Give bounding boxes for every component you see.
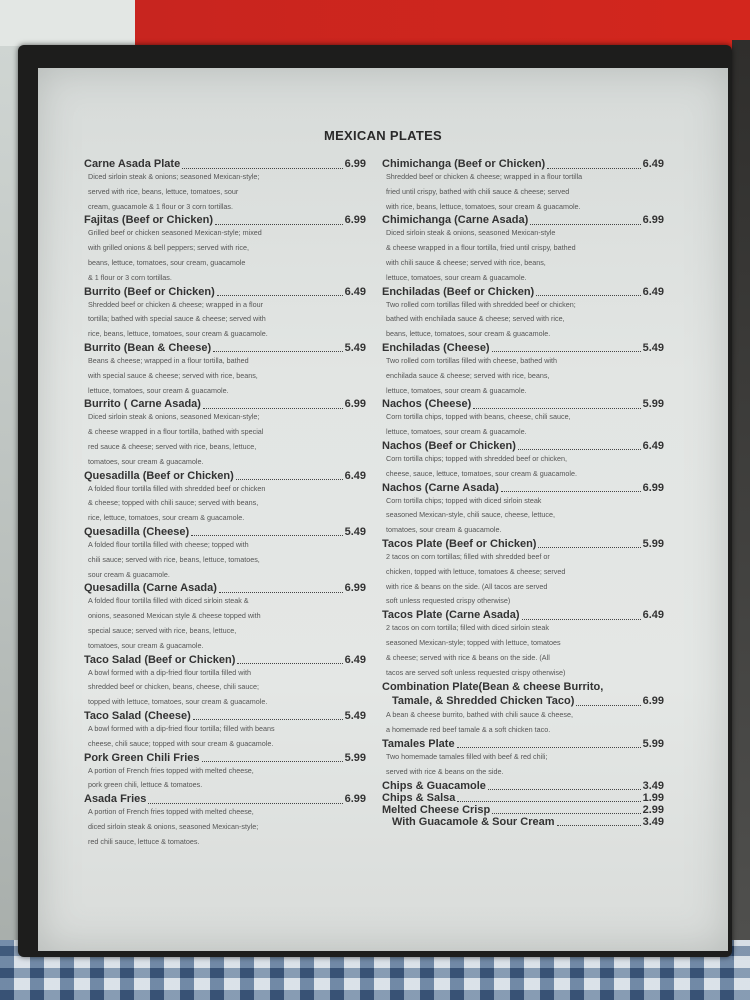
left-column <box>84 158 366 849</box>
item-name: Quesadilla (Carne Asada) <box>84 582 217 595</box>
item-name: Pork Green Chili Fries <box>84 751 200 764</box>
item-description: A folded flour tortilla filled with shredded beef or chicken & cheese; topped with chili sauce; served with beans, rice, lettuce, tomatoes, sour cream & guacamole. <box>88 483 266 523</box>
item-description: Diced sirloin steak & onions, seasoned Mexican-style; & cheese wrapped in a flour tortilla, bathed with special red sauce & cheese; served with rice, beans, lettuce, tomatoes, sour cream & guacamole. <box>88 412 264 466</box>
item-price: 6.99 <box>642 481 664 494</box>
item-price: 6.49 <box>344 285 366 298</box>
item-description: Shredded beef or chicken & cheese; wrapped in a flour tortilla; bathed with special sauce & cheese; served with rice, beans, lettuce, tomatoes, sour cream & guacamole. <box>88 299 268 339</box>
item-name: Quesadilla (Beef or Chicken) <box>84 469 234 482</box>
item-price: 3.49 <box>642 815 664 828</box>
item-price: 6.99 <box>344 793 366 806</box>
background-left <box>0 46 20 956</box>
item-name: Chimichanga (Beef or Chicken) <box>382 158 546 170</box>
item-price: 6.99 <box>344 398 366 411</box>
menu-item <box>84 158 366 214</box>
item-price: 6.99 <box>344 214 366 227</box>
item-description: A portion of French fries topped with melted cheese, pork green chili, lettuce & tomatoes. <box>88 765 254 790</box>
item-description: Diced sirloin steak & onions; seasoned Mexican-style; served with rice, beans, lettuce, tomatoes, sour cream, guacamole & 1 flour or 3 corn tortillas. <box>88 172 260 211</box>
menu-item <box>382 440 664 482</box>
item-name: Fajitas (Beef or Chicken) <box>84 214 213 227</box>
item-price: 1.99 <box>642 791 664 804</box>
item-name: Nachos (Beef or Chicken) <box>382 439 516 452</box>
item-name: Burrito (Bean & Cheese) <box>84 341 212 354</box>
item-description: Corn tortilla chips, topped with beans, cheese, chili sauce, lettuce, tomatoes, sour cream & guacamole. <box>386 412 571 437</box>
item-name: Tacos Plate (Carne Asada) <box>382 609 520 622</box>
item-description: 2 tacos on corn tortilla; filled with diced sirloin steak seasoned Mexican-style; topped with lettuce, tomatoes & cheese; served with rice & beans on the side. (All tacos are served soft unless requested crispy otherwise) <box>386 623 566 677</box>
menu-item <box>84 582 366 653</box>
item-name: Enchiladas (Cheese) <box>382 341 490 354</box>
menu-item <box>84 526 366 582</box>
item-name-continued: Tamale, & Shredded Chicken Taco) <box>392 695 575 708</box>
item-price: 5.49 <box>344 709 366 722</box>
menu-item <box>84 470 366 526</box>
menu-item <box>382 342 664 398</box>
item-description: Beans & cheese; wrapped in a flour tortilla, bathed with special sauce & cheese; served with rice, beans, lettuce, tomatoes, sour cream & guacamole. <box>88 355 258 395</box>
item-price: 6.49 <box>344 653 366 666</box>
item-name: Melted Cheese Crisp <box>382 803 491 816</box>
item-description: Shredded beef or chicken & cheese; wrapped in a flour tortilla fried until crispy, bathed with chili sauce & cheese; served with rice, beans, lettuce, tomatoes, sour cream & guacamole. <box>386 172 583 211</box>
item-description: Two rolled corn tortillas filled with cheese, bathed with enchilada sauce & cheese; served with rice, beans, lettuce, tomatoes, sour cream & guacamole. <box>386 355 557 395</box>
item-price: 6.49 <box>642 158 664 170</box>
item-name: Taco Salad (Cheese) <box>84 709 191 722</box>
item-description: Corn tortilla chips; topped with diced sirloin steak seasoned Mexican-style, chili sauce, cheese, lettuce, tomatoes, sour cream & guacamole. <box>386 495 555 535</box>
menu-item <box>84 752 366 794</box>
menu-item <box>84 654 366 710</box>
item-description: A bowl formed with a dip-fried flour tortilla filled with shredded beef or chicken, beans, cheese, chili sauce; topped with lettuce, tomatoes, sour cream & guacamole. <box>88 667 268 707</box>
menu-item <box>84 710 366 752</box>
item-name: Chips & Salsa <box>382 791 456 804</box>
combination-plate-item <box>382 680 664 738</box>
menu-item <box>382 609 664 680</box>
item-description: A portion of French fries topped with melted cheese, diced sirloin steak & onions, seasoned Mexican-style; red chili sauce, lettuce & tomatoes. <box>88 807 259 846</box>
side-item <box>382 804 664 816</box>
item-name: Chips & Guacamole <box>382 779 486 792</box>
item-description: A bean & cheese burrito, bathed with chili sauce & cheese, a homemade red beef tamale & a soft chicken taco. <box>386 710 573 735</box>
item-price: 5.49 <box>344 341 366 354</box>
item-name: Quesadilla (Cheese) <box>84 525 190 538</box>
item-name: Nachos (Cheese) <box>382 398 472 411</box>
item-price: 5.99 <box>642 537 664 550</box>
item-description: A bowl formed with a dip-fried flour tortilla; filled with beans cheese, chili sauce; topped with sour cream & guacamole. <box>88 723 275 748</box>
item-name: Tacos Plate (Beef or Chicken) <box>382 537 537 550</box>
page-title: MEXICAN PLATES <box>323 128 443 143</box>
item-description: 2 tacos on corn tortillas; filled with shredded beef or chicken, topped with lettuce, tomatoes & cheese; served with rice & beans on the side. (All tacos are served soft unless requested crispy otherwise) <box>386 551 566 606</box>
menu-item <box>382 538 664 609</box>
item-name: Asada Fries <box>84 793 147 806</box>
menu-item <box>382 158 664 214</box>
item-price: 2.99 <box>642 803 664 816</box>
item-description: Grilled beef or chicken seasoned Mexican-style; mixed with grilled onions & bell peppers; served with rice, beans, lettuce, tomatoes, sour cream, guacamole & 1 flour or 3 corn tortillas. <box>88 228 262 282</box>
background-right <box>732 40 750 960</box>
item-price: 5.99 <box>642 737 664 750</box>
background-wall <box>0 0 135 46</box>
item-description: Two homemade tamales filled with beef & red chili; served with rice & beans on the side. <box>386 751 548 776</box>
item-price: 6.99 <box>642 214 664 227</box>
side-item <box>382 780 664 792</box>
menu-item <box>84 214 366 285</box>
menu-page <box>38 68 728 951</box>
item-description: A folded flour tortilla filled with cheese; topped with chili sauce; served with rice, beans, lettuce, tomatoes, sour cream & guacamole. <box>88 539 260 579</box>
item-price: 6.99 <box>642 695 664 708</box>
item-price: 5.49 <box>642 341 664 354</box>
item-description: Diced sirloin steak & onions, seasoned Mexican-style & cheese wrapped in a flour tortilla, fried until crispy, bathed with chili sauce & cheese; served with rice, beans, lettuce, tomatoes, sour cream & guacamole. <box>386 228 576 282</box>
item-price: 5.99 <box>344 751 366 764</box>
item-description: A folded flour tortilla filled with diced sirloin steak & onions, seasoned Mexican style & cheese topped with special sauce; served with rice, beans, lettuce, tomatoes, sour cream & guacamole. <box>88 596 261 650</box>
item-name: Carne Asada Plate <box>84 158 181 170</box>
item-price: 6.49 <box>642 285 664 298</box>
item-name: Taco Salad (Beef or Chicken) <box>84 653 236 666</box>
item-price: 5.49 <box>344 525 366 538</box>
item-price: 6.49 <box>642 609 664 622</box>
side-item <box>382 816 664 828</box>
item-price: 6.49 <box>642 439 664 452</box>
menu-item <box>84 398 366 469</box>
item-price: 3.49 <box>642 779 664 792</box>
item-name: Tamales Plate <box>382 737 455 750</box>
menu-item <box>382 738 664 780</box>
item-name: Enchiladas (Beef or Chicken) <box>382 285 535 298</box>
item-name: Burrito ( Carne Asada) <box>84 398 201 411</box>
menu-item <box>382 482 664 538</box>
item-price: 5.99 <box>642 398 664 411</box>
side-item <box>382 792 664 804</box>
item-name: Chimichanga (Carne Asada) <box>382 214 529 227</box>
item-price: 6.49 <box>344 469 366 482</box>
item-name: With Guacamole & Sour Cream <box>392 815 555 828</box>
item-price: 6.99 <box>344 158 366 170</box>
item-name: Combination Plate(Bean & cheese Burrito, <box>382 681 604 694</box>
menu-item <box>84 286 366 342</box>
item-name: Burrito (Beef or Chicken) <box>84 285 215 298</box>
item-price: 6.99 <box>344 582 366 595</box>
item-description: Corn tortilla chips; topped with shredded beef or chicken, cheese, sauce, lettuce, tomatoes, sour cream & guacamole. <box>386 453 577 478</box>
right-column <box>382 158 664 828</box>
menu-item <box>84 342 366 398</box>
menu-item <box>382 214 664 285</box>
item-name: Nachos (Carne Asada) <box>382 481 499 494</box>
menu-item <box>382 398 664 440</box>
item-description: Two rolled corn tortillas filled with shredded beef or chicken; bathed with enchilada sauce & cheese; served with rice, beans, lettuce, tomatoes, sour cream & guacamole. <box>386 299 576 339</box>
menu-item <box>382 286 664 342</box>
menu-item <box>84 793 366 849</box>
